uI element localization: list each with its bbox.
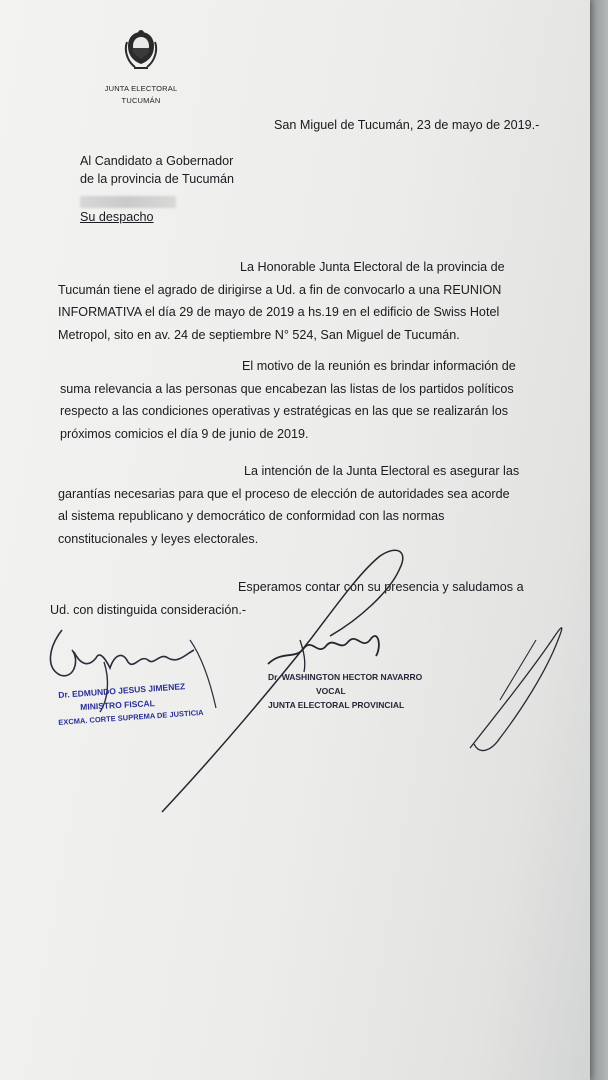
right-signatory-title: VOCAL — [316, 686, 346, 696]
paragraph-line: próximos comicios el día 9 de junio de 2019. — [60, 426, 309, 441]
paragraph-line: Metropol, sito en av. 24 de septiembre N° 524, San Miguel de Tucumán. — [58, 327, 460, 342]
paragraph-line: Ud. con distinguida consideración.- — [50, 602, 247, 617]
paragraph-line: al sistema republicano y democrático de conformidad con las normas — [58, 509, 445, 523]
paragraph-line: respecto a las condiciones operativas y estratégicas en las que se realizarán los — [60, 404, 509, 418]
recipient-line-1: Al Candidato a Gobernador — [80, 154, 234, 168]
right-signatory-name: Dr. WASHINGTON HECTOR NAVARRO — [268, 672, 423, 682]
left-signatory-court: EXCMA. CORTE SUPREMA DE JUSTICIA — [58, 707, 204, 727]
paragraph-line: Esperamos contar con su presencia y saludamos a — [238, 580, 524, 594]
paragraph-line: garantías necesarias para que el proceso de elección de autoridades sea acorde — [58, 486, 510, 501]
paragraph-line: INFORMATIVA el día 29 de mayo de 2019 a hs.19 en el edificio de Swiss Hotel — [58, 305, 500, 319]
paragraph-line: Tucumán tiene el agrado de dirigirse a Ud. a fin de convocarlo a una REUNION — [58, 282, 502, 297]
place-date: San Miguel de Tucumán, 23 de mayo de 2019.- — [274, 118, 540, 132]
institution-city: TUCUMÁN — [121, 96, 161, 105]
left-signatory-name: Dr. EDMUNDO JESUS JIMENEZ — [58, 681, 186, 700]
paragraph-line: El motivo de la reunión es brindar información de — [242, 359, 516, 373]
paragraph-line: suma relevancia a las personas que encabezan las listas de los partidos políticos — [60, 381, 514, 396]
left-signatory-title: MINISTRO FISCAL — [80, 698, 156, 712]
despacho-label: Su despacho — [80, 210, 154, 224]
paragraph-line: La Honorable Junta Electoral de la provincia de — [240, 260, 505, 274]
institution-name: JUNTA ELECTORAL — [104, 84, 178, 93]
right-signatory-body: JUNTA ELECTORAL PROVINCIAL — [268, 700, 405, 710]
paragraph-line: constitucionales y leyes electorales. — [58, 531, 259, 546]
paragraph-line: La intención de la Junta Electoral es asegurar las — [244, 464, 520, 478]
recipient-line-2: de la provincia de Tucumán — [80, 172, 235, 186]
